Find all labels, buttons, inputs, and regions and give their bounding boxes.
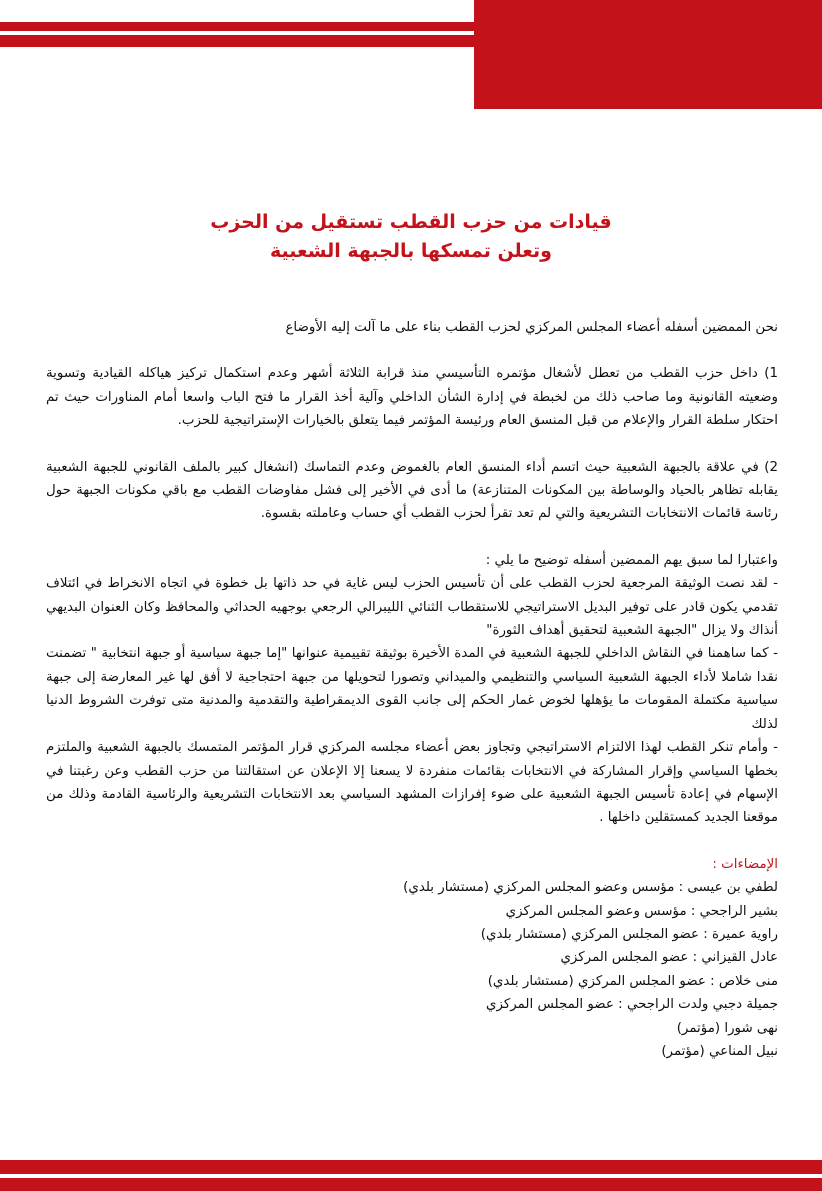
- signature-line: منى خلاص : عضو المجلس المركزي (مستشار بلدي): [487, 973, 778, 989]
- point-1-paragraph: 1) داخل حزب القطب من تعطل لأشغال مؤتمره التأسيسي منذ قرابة الثلاثة أشهر وعدم استكمال تركيز هياكله القيادية وتسوية وضعيته القانونية وما صاحب ذلك من لخبطة في إدارة الشأن الداخلي وآلية أخذ القرار ما فتح الباب واسعا أمام المناورات حيث تم احتكار سلطة القرار والإعلام من قبل المنسق العام ورئيسة المؤتمر فيما يتعلق بالخيارات الإستراتيجية للحزب.: [46, 366, 778, 429]
- bullet-2-paragraph: - كما ساهمنا في النقاش الداخلي للجبهة الشعبية في المدة الأخيرة بوثيقة تقييمية عنوانها "إما جبهة سياسية أو جبهة انتخابية " تضمنت نقدا شاملا لأداء الجبهة الشعبية السياسي والتنظيمي والميداني وتصورا لتحويلها من جبهة احتجاجية لا أفق لها غير المعارضة إلى جبهة سياسية مكتملة المقومات ما يؤهلها لخوض غمار الحكم إلى جانب القوى الديمقراطية والتقدمية والمدنية متى توفرت الشروط الدنيا لذلك: [46, 646, 778, 732]
- bullet-1-paragraph: - لقد نصت الوثيقة المرجعية لحزب القطب على أن تأسيس الحزب ليس غاية في حد ذاتها بل خطوة في اتجاه الانخراط في ائتلاف تقدمي يكون قادر على توفير البديل الاستراتيجي للاستقطاب الثنائي الليبرالي الرجعي بوجهيه الحداثي والمحافظ وكان العنوان البديهي أنذاك ولا يزال "الجبهة الشعبية لتحقيق أهداف الثورة": [46, 576, 778, 639]
- signature-line: نبيل المناعي (مؤتمر): [661, 1043, 778, 1059]
- signature-line: بشير الراجحي : مؤسس وعضو المجلس المركزي: [505, 903, 778, 919]
- title-line-2: وتعلن تمسكها بالجبهة الشعبية: [270, 240, 552, 262]
- signature-line: نهى شورا (مؤتمر): [676, 1020, 778, 1036]
- signature-line: راوية عميرة : عضو المجلس المركزي (مستشار بلدي): [480, 926, 778, 942]
- signatures-heading: الإمضاءات :: [712, 856, 778, 872]
- consider-intro: واعتبارا لما سبق يهم الممضين أسفله توضيح ما يلي :: [485, 552, 778, 568]
- intro-paragraph: نحن الممضين أسفله أعضاء المجلس المركزي لحزب القطب بناء على ما آلت إليه الأوضاع: [285, 320, 778, 335]
- top-decorative-block: [474, 0, 822, 109]
- signature-line: جميلة دجبي ولدت الراجحي : عضو المجلس المركزي: [486, 997, 778, 1013]
- bottom-decorative-band: [0, 1160, 822, 1191]
- document-title: [100, 208, 722, 266]
- bullet-3-paragraph: - وأمام تنكر القطب لهذا الالتزام الاستراتيجي وتجاوز بعض أعضاء مجلسه المركزي قرار المؤتمر المتمسك بالجبهة الشعبية والملتزم بخطها السياسي وإقرار المشاركة في الانتخابات بقائمات منفردة لا يسعنا إلا الإعلان عن استقالتنا من حزب القطب وعن رغبتنا في الإسهام في إعادة تأسيس الجبهة الشعبية على ضوء إفرازات المشهد السياسي بعد الانتخابات التشريعية والرئاسية القادمة وذلك من موقعنا الجديد كمستقلين داخلها .: [46, 740, 778, 826]
- signature-line: لطفي بن عيسى : مؤسس وعضو المجلس المركزي (مستشار بلدي): [403, 880, 778, 896]
- document-body: [46, 316, 778, 1063]
- signature-line: عادل القيزاني : عضو المجلس المركزي: [560, 950, 778, 966]
- point-2-paragraph: 2) في علاقة بالجبهة الشعبية حيث اتسم أداء المنسق العام بالغموض وعدم التماسك (انشغال كبير بالملف القانوني للجبهة الشعبية يقابله تظاهر بالحياد والوساطة بين المكونات المتنازعة) ما أدى في الأخير إلى فشل مفاوضات القطب مع باقي مكونات الجبهة حول رئاسة قائمات الانتخابات التشريعية والتي لم تعد تقرأ لحزب القطب أي حساب وعاملته بقسوة.: [46, 459, 778, 522]
- title-line-1: قيادات من حزب القطب تستقيل من الحزب: [210, 211, 612, 233]
